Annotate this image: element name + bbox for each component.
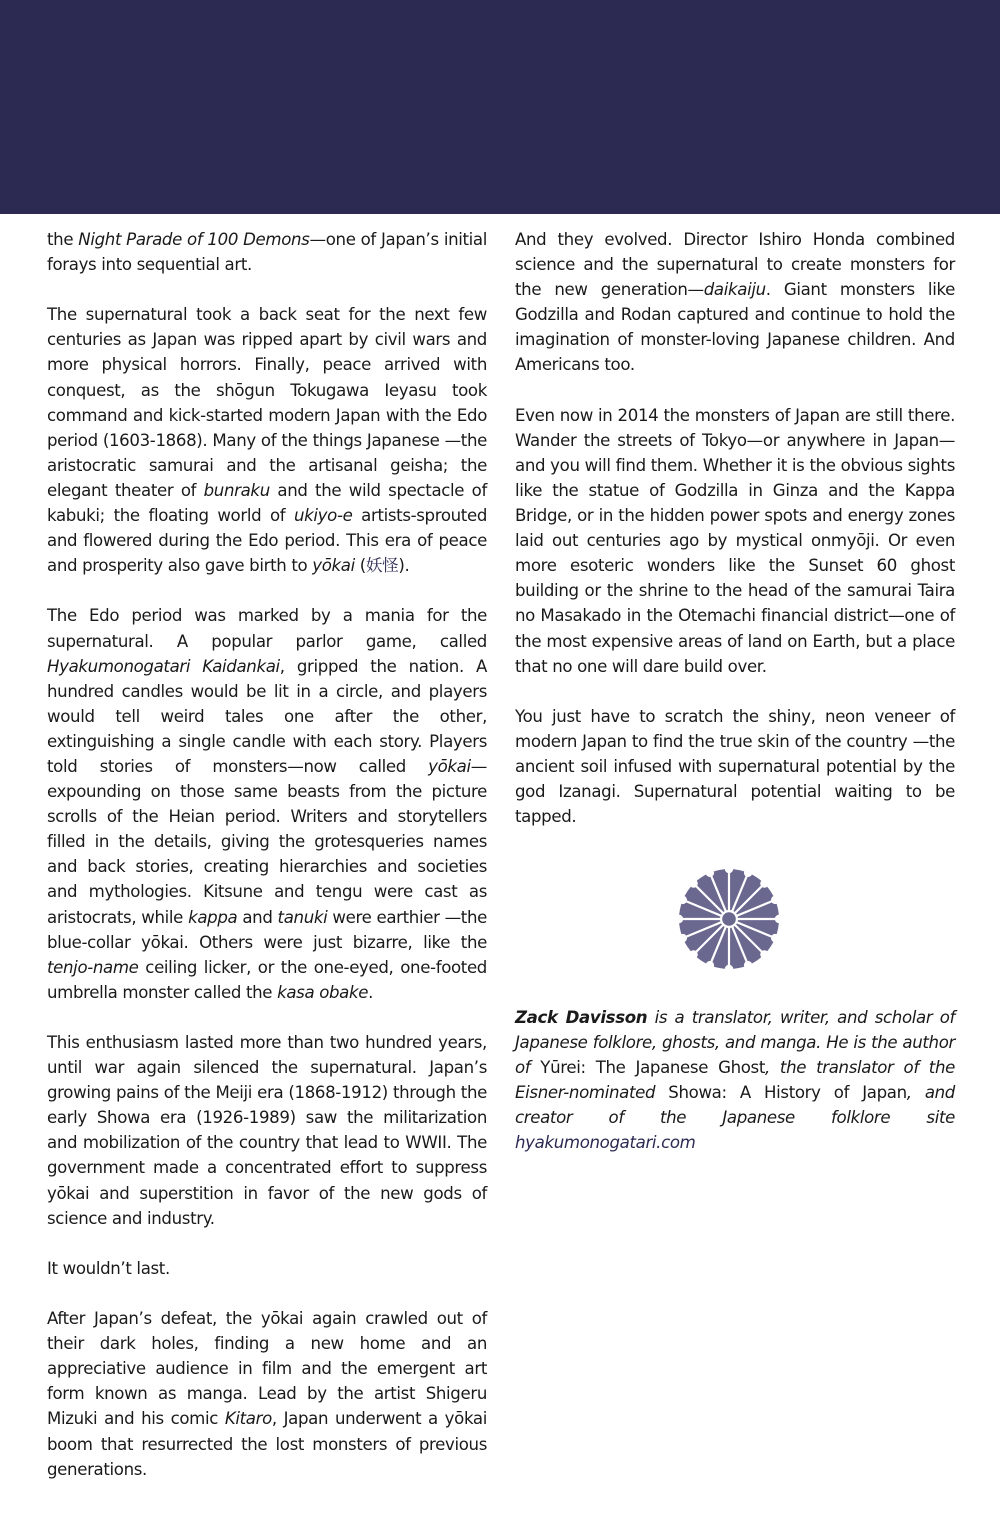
term-daikaiju: daikaiju (703, 280, 766, 300)
term-kasa-obake: kasa obake (277, 982, 369, 1002)
text: And they evolved. Director Ishiro Honda combined science and the supernatural to create monsters for the new generation— (515, 230, 955, 300)
text: , gripped the nation. A hundred candles would be lit in a circle, and players would tell weird tales one after the other, extinguishing a single candle with each story. Players told stories of monsters—now called (47, 656, 487, 776)
right-column (515, 227, 955, 854)
text: is a translator, writer, and scholar of Japanese folklore, ghosts, and manga. He is the author of (515, 1008, 955, 1078)
paragraph-9: You just have to scratch the shiny, neon veneer of modern Japan to find the true skin of the country —the ancient soil infused with supernatural potential by the god Izanagi. Supernatural potential waiting to be tapped. (515, 706, 955, 827)
term-tenjo-name: tenjo-name (47, 957, 139, 977)
title-night-parade: Night Parade of 100 Demons (78, 230, 310, 249)
text: and (237, 907, 278, 927)
text: . (368, 982, 374, 1002)
text: were earthier —the blue-collar yōkai. Others were just bizarre, like the (47, 907, 487, 952)
author-bio (515, 1005, 955, 1181)
paragraph-3 (47, 603, 487, 1005)
text: and the wild spectacle of kabuki; the floating world of (47, 480, 487, 526)
text: . Giant monsters like Godzilla and Rodan captured and continue to hold the imagination of monster-loving Japanese children. And Americans too. (515, 280, 955, 375)
text: ( (354, 556, 366, 576)
term-yokai: yōkai (312, 556, 355, 576)
term-tanuki: tanuki (277, 907, 328, 927)
kanji-yokai: 妖怪 (365, 556, 399, 576)
book-title-yurei: Yūrei: The Japanese Ghost (540, 1058, 765, 1078)
paragraph-6 (47, 1306, 487, 1482)
left-column (47, 227, 487, 1507)
header-band (0, 0, 1000, 214)
paragraph-2 (47, 302, 487, 578)
paragraph-7 (515, 227, 955, 378)
term-hyakumonogatari: Hyakumonogatari Kaidankai (47, 656, 280, 676)
paragraph-4: This enthusiasm lasted more than two hundred years, until war again silenced the supernatural. Japan’s growing pains of the Meiji era (1868-1912) through the early Showa era (1926-1989) saw the militarization and mobilization of the country that lead to WWII. The government made a concentrated effort to suppress yōkai and superstition in favor of the new gods of science and industry. (47, 1033, 487, 1228)
book-title-showa: Showa: A History of Japan (668, 1083, 907, 1103)
paragraph-1 (47, 227, 487, 277)
text: After Japan’s defeat, the yōkai again crawled out of their dark holes, finding a new home and an appreciative audience in film and the emergent art form known as manga. Lead by the artist Shigeru Mizuki and his comic (47, 1309, 487, 1429)
text: The supernatural took a back seat for the next few centuries as Japan was ripped apart by civil wars and more physical horrors. Finally, peace arrived with conquest, as the shōgun Tokugawa Ieyasu took command and kick-started modern Japan with the Edo period (1603-1868). Many of the things Japanese —the aristocratic samurai and the artisanal geisha; the elegant theater of (47, 305, 487, 500)
paragraph-5: It wouldn’t last. (47, 1258, 170, 1278)
text: , Japan underwent a yōkai boom that resurrected the lost monsters of previous generations. (47, 1409, 487, 1479)
text: , and creator of the Japanese folklore site (515, 1083, 955, 1128)
term-kitaro: Kitaro (224, 1409, 272, 1429)
term-yokai: yōkai (428, 756, 471, 776)
text: ceiling licker, or the one-eyed, one-footed umbrella monster called the (47, 957, 487, 1002)
text: —one of Japan’s initial forays into sequential art. (47, 230, 488, 275)
term-kappa: kappa (188, 907, 238, 927)
text: —expounding on those same beasts from the picture scrolls of the Heian period. Writers and storytellers filled in the details, giving the grotesqueries names and back stories, creating hierarchies and societies and mythologies. Kitsune and tengu were cast as aristocrats, while (47, 756, 487, 927)
text: The Edo period was marked by a mania for the supernatural. A popular parlor game, called (47, 606, 487, 651)
text: the (47, 230, 79, 249)
paragraph-8: Even now in 2014 the monsters of Japan are still there. Wander the streets of Tokyo—or anywhere in Japan—and you will find them. Whether it is the obvious sights like the statue of Godzilla in Ginza and the Kappa Bridge, or in the hidden power spots and energy zones laid out centuries ago by mystical onmyōji. Or even more esoteric wonders like the Sunset 60 ghost building or the shrine to the head of the samurai Taira no Masakado in the Otemachi financial district—one of the most expensive areas of land on Earth, but a place that no one will dare build over. (515, 405, 955, 676)
text: , the translator of the Eisner-nominated (515, 1058, 955, 1103)
chrysanthemum-crest-icon (678, 868, 780, 970)
bio-paragraph (515, 1005, 955, 1156)
text: artists-sprouted and flowered during the Edo period. This era of peace and prosperity also gave birth to (47, 506, 488, 576)
author-name: Zack Davisson (515, 1008, 648, 1027)
website-link[interactable]: hyakumonogatari.com (515, 1133, 696, 1153)
term-ukiyo-e: ukiyo-e (293, 506, 353, 526)
term-bunraku: bunraku (203, 480, 270, 500)
text: ). (398, 556, 410, 576)
